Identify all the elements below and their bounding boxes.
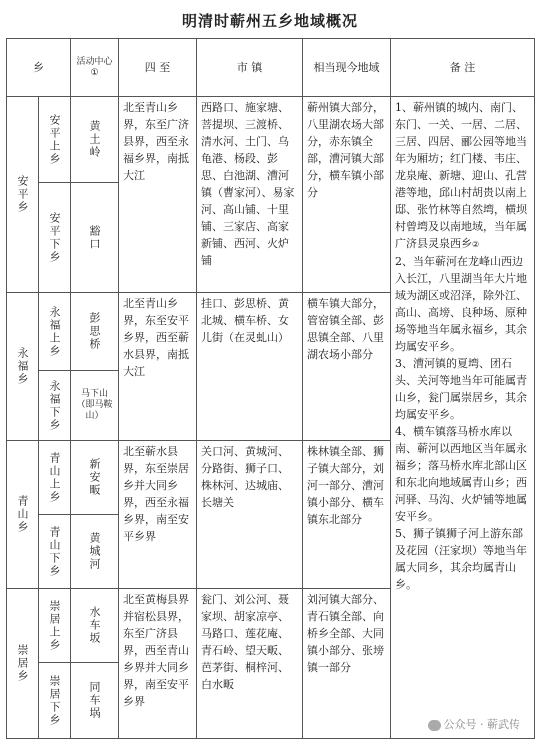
subxiang-cell: [39, 371, 71, 441]
center-cell: [71, 293, 119, 371]
header-row: [7, 39, 535, 97]
center-name: 豁口: [88, 224, 101, 251]
remark-5: 5、狮子镇狮子河上游东部及花园（汪家坝）等地当年属大同乡，其余均属青山乡。: [395, 527, 527, 591]
subxiang-name: 青山下乡: [48, 525, 61, 578]
xiang-cell: [7, 293, 39, 441]
xiang-name: 安平乡: [16, 175, 29, 214]
xiang-cell: [7, 441, 39, 589]
subxiang-name: 永福下乡: [48, 379, 61, 432]
subxiang-name: 安平下乡: [48, 211, 61, 264]
shizhen-cell: 瓮门、刘公河、聂家坝、胡家凉亭、马路口、莲花庵、青石岭、望天畈、芭茅街、桐梓河、白水畈: [197, 589, 303, 739]
subxiang-cell: [39, 663, 71, 739]
center-name: 水车坂: [88, 606, 101, 645]
center-cell: [71, 97, 119, 183]
xiang-name: 崇居乡: [16, 644, 29, 683]
center-cell: [71, 515, 119, 589]
subxiang-cell: [39, 183, 71, 293]
remark-1-text: 1、蕲州镇的城内、南门、东门、一关、一居、二居、三居、四居、郦公园等地当年为厢坊；红门楼、韦庄、龙泉庵、新塘、迎山、孔营港等地，邱山村胡贵以南上邸、张竹林等自然塆，横坝村曾塆及以南地域，当年属广济县灵泉西乡: [395, 101, 527, 250]
header-center-note: ①: [90, 67, 99, 78]
xiang-name: 永福乡: [16, 347, 29, 386]
now-cell: 株林镇全部、狮子镇大部分，刘河一部分、漕河镇小部分、横车镇东北部分: [303, 441, 391, 589]
center-name: 同车埚: [88, 681, 101, 720]
table-row: [7, 97, 535, 183]
sizhi-cell: 北至蕲水县界，东至崇居乡并大同乡界，西至永福乡界，南至安平乡界: [119, 441, 197, 589]
shizhen-cell: 西路口、施家塘、菩提坝、三渡桥、清水河、土门、乌龟港、杨段、彭思、白池湖、漕河镇（曹家河）、易家河、高山铺、十里铺、三家店、高家新铺、西河、火炉铺: [197, 97, 303, 293]
center-name: 彭思桥: [88, 312, 101, 351]
center-cell: [71, 441, 119, 515]
center-cell: [71, 663, 119, 739]
shizhen-cell: 挂口、彭思桥、黄北城、横车桥、女儿街（在灵虬山）: [197, 293, 303, 441]
subxiang-name: 崇居上乡: [48, 599, 61, 652]
center-cell: [71, 183, 119, 293]
remark-1-note: ②: [472, 240, 480, 249]
center-cell: [71, 589, 119, 663]
subxiang-cell: [39, 589, 71, 663]
subxiang-cell: [39, 293, 71, 371]
page-title: 明清时蕲州五乡地域概况: [181, 12, 358, 30]
remarks-cell: [391, 97, 535, 739]
remark-2: 2、当年蕲河在龙峰山西边入长江，八里湖当年大片地域为湖区或沼泽，除外江、高山、高塝、良种场、原种场等地当年属永福乡，其余均属安平乡。: [395, 255, 527, 353]
sizhi-cell: 北至黄梅县界并宿松县界，东至广济县界，西至青山乡界并大同乡界，南至安平乡界: [119, 589, 197, 739]
xiang-cell: [7, 97, 39, 293]
header-shizhen: 市 镇: [197, 39, 303, 97]
subxiang-cell: [39, 441, 71, 515]
subxiang-name: 青山上乡: [48, 451, 61, 504]
header-remark: 备 注: [391, 39, 535, 97]
header-center: [71, 39, 119, 97]
xiang-name: 青山乡: [16, 495, 29, 534]
watermark-text: 公众号 · 蕲武传: [443, 718, 520, 731]
subxiang-name: 崇居下乡: [48, 674, 61, 727]
header-center-label: 活动中心: [76, 56, 113, 67]
sizhi-cell: 北至青山乡界，东至广济县界，西至永福乡界，南抵大江: [119, 97, 197, 293]
shizhen-cell: 关口河、黄城河、分路街、狮子口、株林河、达城庙、长塘关: [197, 441, 303, 589]
watermark: [424, 714, 525, 734]
remark-3: 3、漕河镇的夏塆、团石头、关河等地当年可能属青山乡，瓮门属崇居乡，其余均属安平乡。: [395, 357, 527, 421]
header-now: 相当现今地域: [303, 39, 391, 97]
center-name: 新安畈: [88, 458, 101, 497]
center-name: 马下山（即马鞍山）: [76, 389, 113, 421]
subxiang-cell: [39, 515, 71, 589]
subxiang-name: 永福上乡: [48, 305, 61, 358]
xiang-cell: [7, 589, 39, 739]
header-xiang: 乡: [7, 39, 71, 97]
wechat-icon: [428, 720, 441, 731]
header-sizhi: 四 至: [119, 39, 197, 97]
center-cell: [71, 371, 119, 441]
sizhi-cell: 北至青山乡界，东至安平乡界，西至蕲水县界，南抵大江: [119, 293, 197, 441]
subxiang-name: 安平上乡: [48, 113, 61, 166]
region-table: [6, 38, 535, 739]
center-name: 黄城河: [88, 532, 101, 571]
now-cell: 蕲州镇大部分，八里湖农场大部分，赤东镇全部，漕河镇大部分，横车镇小部分: [303, 97, 391, 293]
now-cell: 刘河镇大部分、青石镇全部、向桥乡全部、大同镇小部分、张塝镇一部分: [303, 589, 391, 739]
center-name: 黄土岭: [88, 120, 101, 159]
now-cell: 横车镇大部分，管窑镇全部、彭思镇全部、八里湖农场小部分: [303, 293, 391, 441]
subxiang-cell: [39, 97, 71, 183]
remark-1: [395, 99, 530, 253]
remark-4: 4、横车镇落马桥水库以南、蕲河以西地区当年属永福乡；落马桥水库北部山区和东北向地域属青山乡；西河驿、马沟、火炉铺等地属安平乡。: [395, 425, 527, 523]
